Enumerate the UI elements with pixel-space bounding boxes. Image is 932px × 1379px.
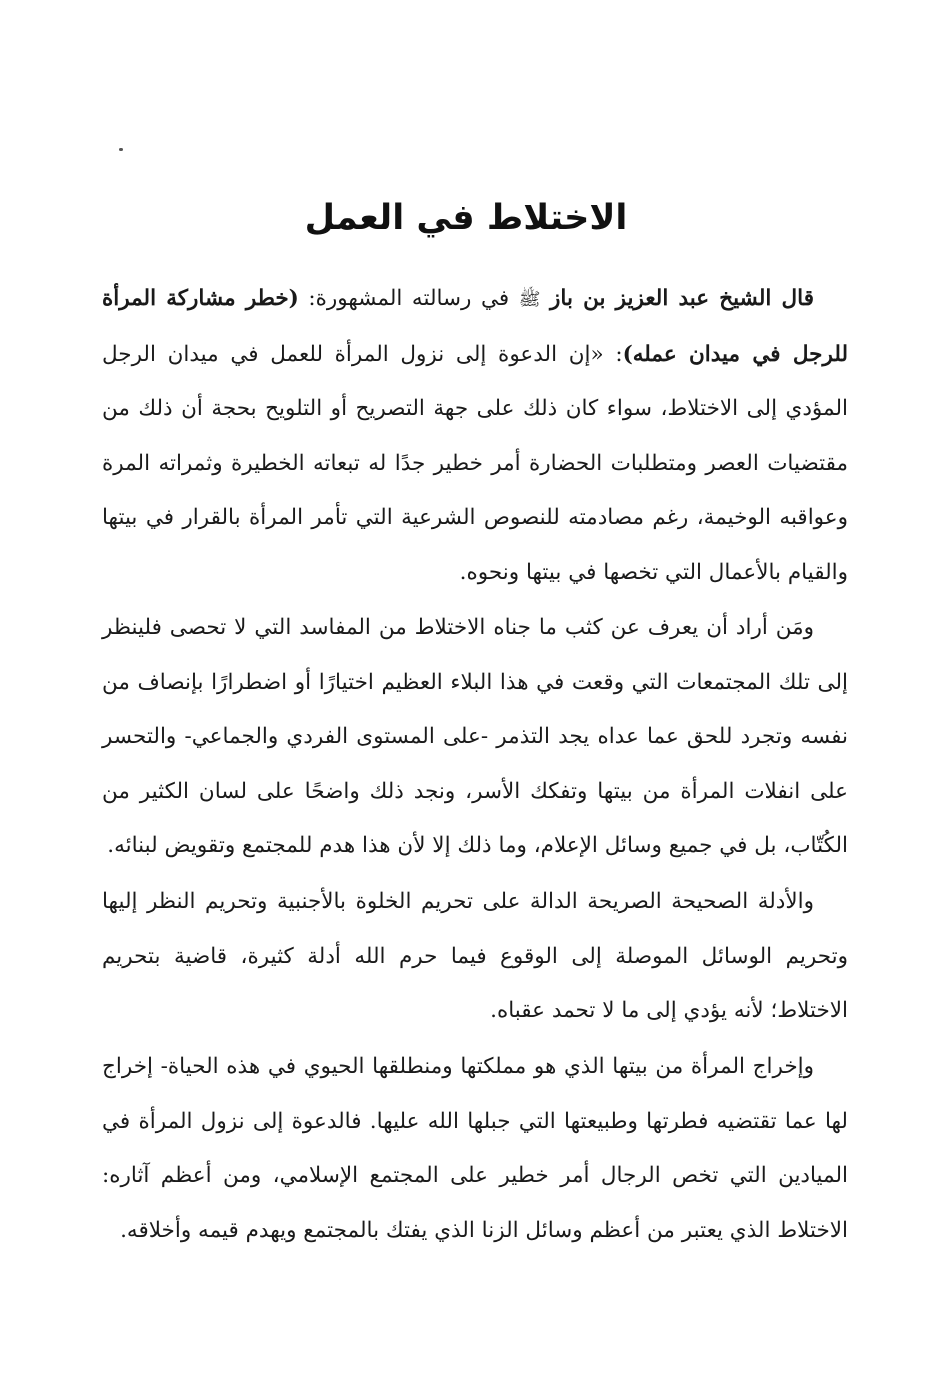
paragraph-3: [102, 875, 848, 1039]
paragraph-3-text: والأدلة الصحيحة الصريحة الدالة على تحريم الخلوة بالأجنبية وتحريم النظر إليها وتحريم الوسائل الموصلة إلى الوقوع فيما حرم الله أدلة كثيرة، قاضية بتحريم الاختلاط؛ لأنه يؤدي إلى ما لا تحمد عقباه.: [102, 889, 848, 1023]
paragraph-1-mid: في رسالته المشهورة:: [298, 286, 519, 311]
paragraph-1-quote: : «إن الدعوة إلى نزول المرأة للعمل في ميدان الرجل المؤدي إلى الاختلاط، سواء كان ذلك على جهة التصريح أو التلويح بحجة أن ذلك من مقتضيات العصر ومتطلبات الحضارة أمر خطير جدًا له تبعاته الخطيرة وثمراته المرة وعواقبه الوخيمة، رغم مصادمته للنصوص الشرعية التي تأمر المرأة بالقرار في بيتها والقيام بالأعمال التي تخصها في بيتها ونحوه.: [102, 341, 848, 585]
paragraph-1: [102, 272, 848, 600]
paragraph-2-text: ومَن أراد أن يعرف عن كثب ما جناه الاختلاط من المفاسد التي لا تحصى فلينظر إلى تلك المجتمعات التي وقعت في هذا البلاء العظيم اختيارًا أو اضطرارًا بإنصاف من نفسه وتجرد للحق عما عداه يجد التذمر -على المستوى الفردي والجماعي- والتحسر على انفلات المرأة من بيتها وتفكك الأسر، ونجد ذلك واضحًا على لسان الكثير من الكُتّاب، بل في جميع وسائل الإعلام، وما ذلك إلا لأن هذا هدم للمجتمع وتقويض لبنائه.: [102, 615, 848, 858]
paragraph-1-work-title: (خطر مشاركة المرأة للرجل في ميدان عمله): [102, 286, 848, 367]
page-title: الاختلاط في العمل: [304, 198, 628, 238]
scan-speck: [119, 148, 123, 151]
paragraph-4: [102, 1040, 848, 1258]
paragraph-4-text: وإخراج المرأة من بيتها الذي هو مملكتها ومنطلقها الحيوي في هذه الحياة- إخراج لها عما تقتضيه فطرتها وطبيعتها التي جبلها الله عليها. فالدعوة إلى نزول المرأة في الميادين التي تخص الرجال أمر خطير على المجتمع الإسلامي، ومن أعظم آثاره: الاختلاط الذي يعتبر من أعظم وسائل الزنا الذي يفتك بالمجتمع ويهدم قيمه وأخلاقه.: [102, 1054, 848, 1243]
honorific-mark: ﷺ: [518, 289, 541, 310]
paragraph-1-text: [102, 272, 848, 600]
paragraph-1-intro: قال الشيخ عبد العزيز بن باز: [550, 286, 814, 311]
paragraph-2: [102, 601, 848, 874]
